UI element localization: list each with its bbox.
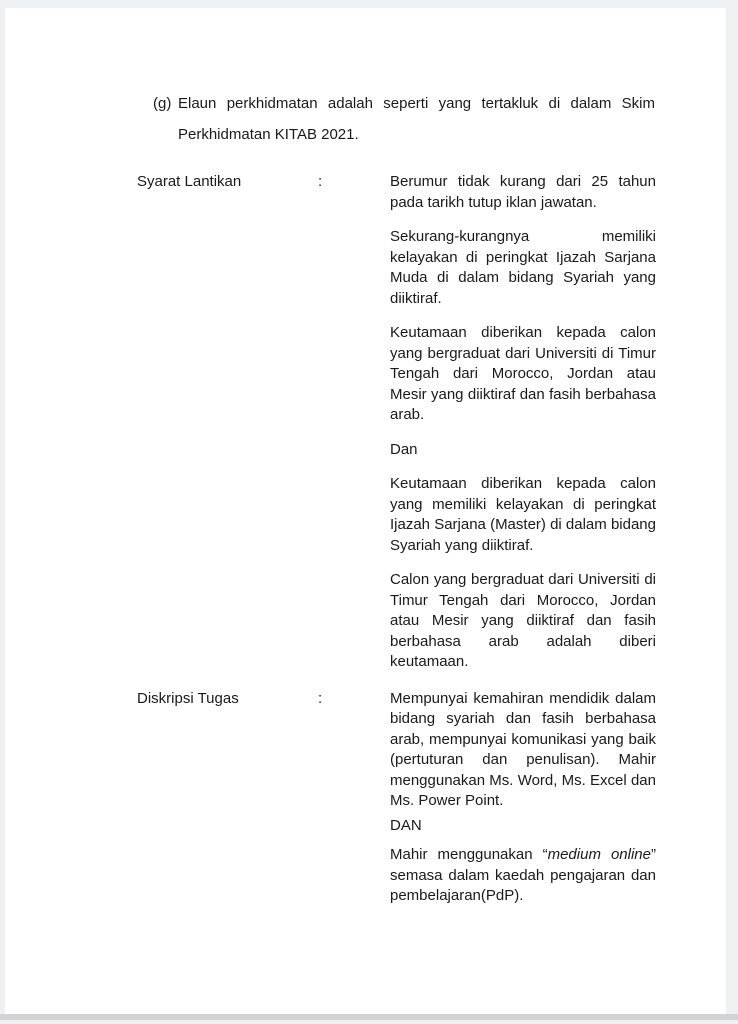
paragraph: Berumur tidak kurang dari 25 tahun pada tarikh tutup iklan jawatan. <box>390 173 656 211</box>
section-label: Diskripsi Tugas <box>137 689 239 707</box>
clause-g-paragraph <box>153 88 655 150</box>
section-body <box>390 172 656 673</box>
paragraph: Keutamaan diberikan kepada calon yang memiliki kelayakan di peringkat Ijazah Sarjana (Master) di dalam bidang Syariah yang diiktiraf. <box>390 475 656 554</box>
document-page <box>5 8 726 1014</box>
paragraph: Sekurang-kurangnya memiliki kelayakan di peringkat Ijazah Sarjana Muda di dalam bidang Syariah yang diiktiraf. <box>390 228 656 307</box>
section-diskripsi-tugas <box>137 689 726 907</box>
clause-text: Elaun perkhidmatan adalah seperti yang tertakluk di dalam Skim Perkhidmatan KITAB 2021. <box>178 95 655 143</box>
section-body <box>390 689 656 907</box>
paragraph: Mempunyai kemahiran mendidik dalam bidang syariah dan fasih berbahasa arab, mempunyai komunikasi yang baik (pertuturan dan penulisan). Mahir menggunakan Ms. Word, Ms. Excel dan Ms. Power Point. <box>390 689 656 809</box>
scan-edge-divider <box>0 1014 738 1020</box>
quoted-prefix: Mahir menggunakan “ <box>390 846 548 863</box>
section-label: Syarat Lantikan <box>137 173 242 190</box>
paragraph: Keutamaan diberikan kepada calon yang bergraduat dari Universiti di Timur Tengah dari Morocco, Jordan atau Mesir yang diiktiraf dan fasih berbahasa arab. <box>390 324 656 423</box>
paragraph: DAN <box>390 816 422 834</box>
paragraph: Calon yang bergraduat dari Universiti di Timur Tengah dari Morocco, Jordan atau Mesir yang diiktiraf dan fasih berbahasa arab adalah diberi keutamaan. <box>390 571 656 670</box>
quoted-paragraph <box>390 845 656 907</box>
quoted-suffix: ” semasa dalam kaedah pengajaran dan pembelajaran(PdP). <box>390 846 656 904</box>
quoted-term: medium online <box>547 846 651 863</box>
section-syarat-lantikan <box>137 172 726 673</box>
section-colon: : <box>318 173 323 190</box>
paragraph: Dan <box>390 440 418 458</box>
clause-marker: (g) <box>153 95 172 112</box>
section-colon: : <box>318 689 323 707</box>
